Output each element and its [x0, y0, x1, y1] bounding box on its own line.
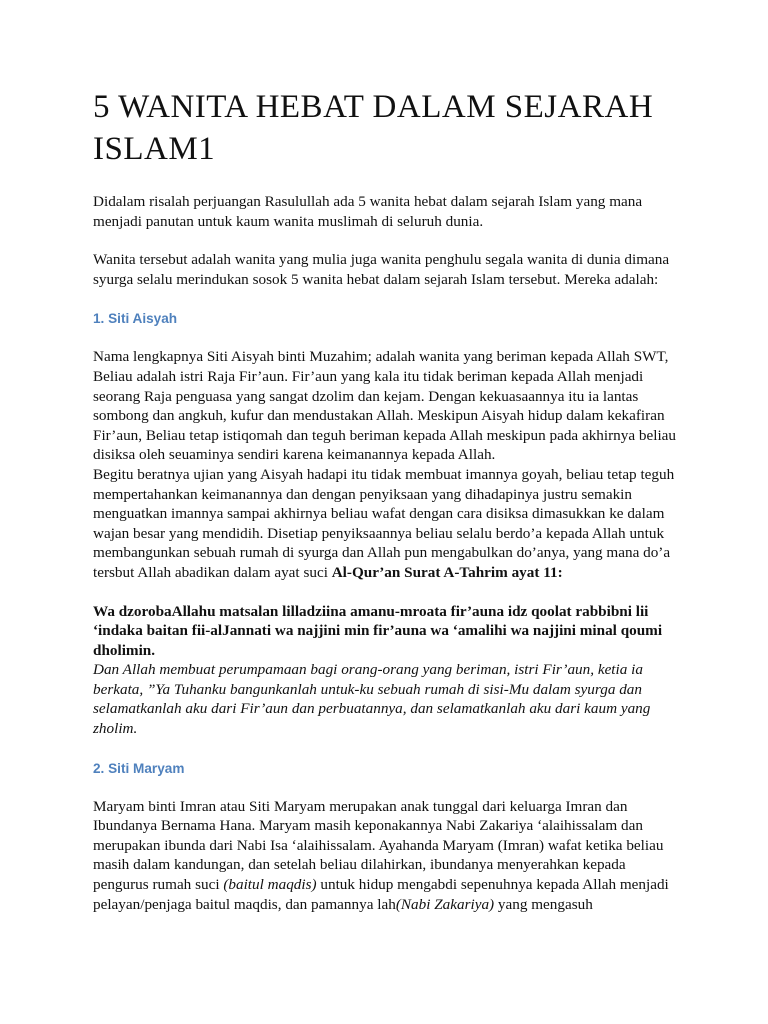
- aisyah-paragraph-2: [93, 465, 676, 583]
- surah-reference: Al-Qur’an Surat A-Tahrim ayat 11:: [331, 563, 563, 581]
- document-title: 5 WANITA HEBAT DALAM SEJARAH ISLAM1: [93, 89, 654, 167]
- quran-verse-transliteration: Wa dzorobaAllahu matsalan lilladziina amanu-mroata fir’auna idz qoolat rabbibni lii ‘indaka baitan fii-alJannati wa najjini min fir’auna wa ‘amalihi wa najjini minal qoumi dholimin.: [93, 602, 663, 659]
- maryam-text-c: untuk hidup mengabdi sepenuhnya kepada Allah menjadi pelayan/penjaga baitul maqdis, dan pamannya lah: [93, 876, 669, 913]
- section-heading-siti-maryam: 2. Siti Maryam: [93, 760, 185, 776]
- intro-paragraph-2: Wanita tersebut adalah wanita yang mulia juga wanita penghulu segala wanita di dunia dimana syurga selalu merindukan sosok 5 wanita hebat dalam sejarah Islam tersebut. Mereka adalah:: [93, 251, 670, 288]
- intro-paragraph-1: Didalam risalah perjuangan Rasulullah ada 5 wanita hebat dalam sejarah Islam yang mana menjadi panutan untuk kaum wanita muslimah di seluruh dunia.: [93, 193, 643, 230]
- maryam-text-nabi-zakariya: (Nabi Zakariya): [395, 895, 495, 913]
- maryam-text-a: Maryam binti Imran atau Siti Maryam merupakan anak tunggal dari keluarga Imran dan Ibundanya Bernama Hana. Maryam masih keponakannya Nabi Zakariya ‘alaihissalam dan merupakan ibunda dari Nabi Isa ‘alaihissalam. Ayahanda Maryam (Imran) wafat ketika beliau masih dalam kandungan, dan setelah beliau dilahirkan, ibundanya menyerahkan kepada pengurus rumah suci: [93, 797, 664, 894]
- aisyah-paragraph-2-text: Begitu beratnya ujian yang Aisyah hadapi itu tidak membuat imannya goyah, beliau tetap teguh mempertahankan keimanannya dan dengan penyiksaan yang dihadapinya justru semakin menguatkan imannya sampai akhirnya beliau wafat dengan cara disiksa dimasukkan ke dalam wajan besar yang mendidih. Disetiap penyiksaannya beliau selalu berdo’a kepada Allah untuk membangunkan sebuah rumah di syurga dan Allah pun mengabulkan do’anya, yang mana do’a tersbut Allah abadikan dalam ayat suci: [93, 465, 675, 581]
- maryam-text-e: yang mengasuh: [494, 895, 593, 913]
- section-heading-siti-aisyah: 1. Siti Aisyah: [93, 311, 178, 327]
- quran-verse-translation: Dan Allah membuat perumpamaan bagi orang-orang yang beriman, istri Fir’aun, ketia ia berkata, ”Ya Tuhanku bangunkanlah untuk-ku sebuah rumah di sisi-Mu dalam syurga dan selamatkanlah aku dari Fir’aun dan perbuatannya, dan selamatkanlah aku dari kaum yang zholim.: [93, 661, 651, 738]
- maryam-text-baitul-maqdis: (baitul maqdis): [223, 876, 317, 894]
- maryam-paragraph-1: [93, 797, 676, 915]
- aisyah-paragraph-1: Nama lengkapnya Siti Aisyah binti Muzahim; adalah wanita yang beriman kepada Allah SWT, Beliau adalah istri Raja Fir’aun. Fir’aun yang kala itu tidak beriman kepada Allah menjadi seorang Raja penguasa yang sangat dzolim dan kejam. Dengan kekuasaannya itu ia lantas sombong dan angkuh, kufur dan mendustakan Allah. Meskipun Aisyah hidup dalam kekafiran Fir’aun, Beliau tetap istiqomah dan teguh beriman kepada Allah meskipun pada akhirnya beliau disiksa oleh seuaminya sendiri karena keimanannya kepada Allah.: [93, 348, 677, 464]
